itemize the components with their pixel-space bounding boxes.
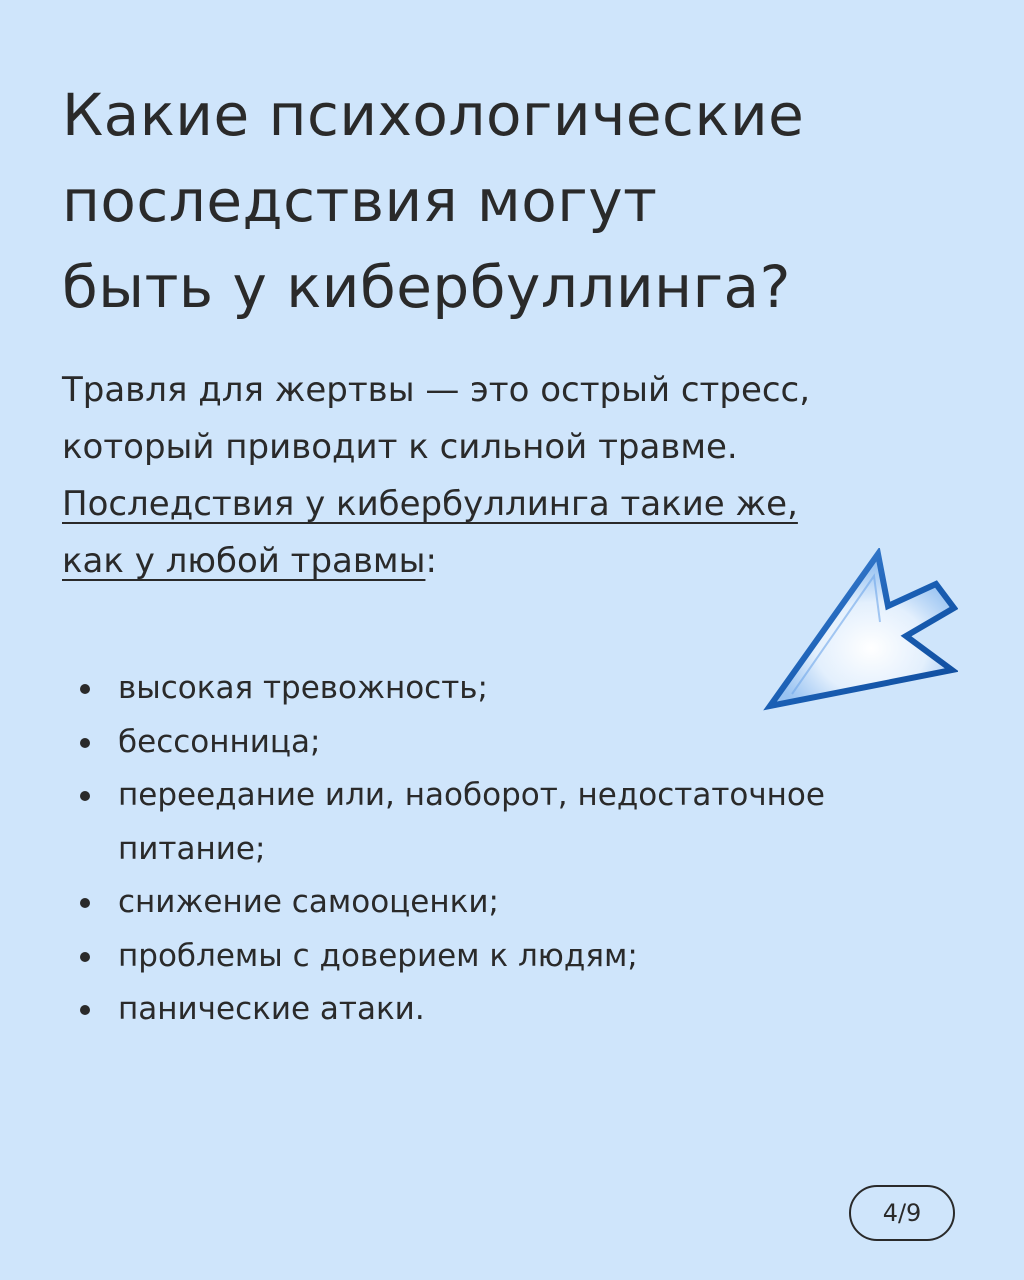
page-title (62, 72, 962, 330)
bullet-icon (80, 952, 90, 962)
intro-underlined-line: Последствия у кибербуллинга такие же, (62, 484, 798, 524)
list-item-text: высокая тревожность; (118, 670, 489, 706)
bullet-icon (80, 791, 90, 801)
list-item (80, 876, 960, 930)
list-item-text: снижение самооценки; (118, 884, 499, 920)
list-item (80, 983, 960, 1037)
list-item-text: панические атаки. (118, 991, 425, 1027)
intro-line: который приводит к сильной травме. (62, 427, 738, 467)
intro-underlined-text: как у любой травмы (62, 541, 426, 581)
title-line: быть у кибербуллинга? (62, 253, 791, 321)
list-item-text: проблемы с доверием к людям; (118, 937, 638, 974)
page-indicator-label: 4/9 (882, 1199, 922, 1227)
list-item (80, 662, 960, 716)
list-item-text: переедание или, наоборот, недостаточное питание; (118, 777, 825, 867)
list-item (80, 769, 960, 876)
intro-line: Травля для жертвы — это острый стресс, (62, 370, 811, 410)
bullet-icon (80, 898, 90, 908)
title-line: последствия могут (62, 167, 658, 235)
bullet-icon (80, 1005, 90, 1015)
list-item (80, 716, 960, 770)
list-item-text: бессонница; (118, 723, 321, 760)
bullet-icon (80, 738, 90, 748)
page-indicator (849, 1185, 955, 1241)
bullet-icon (80, 684, 90, 694)
intro-colon: : (425, 541, 437, 581)
list-item (80, 930, 960, 984)
consequences-list (80, 662, 960, 1037)
title-line: Какие психологические (62, 81, 805, 149)
